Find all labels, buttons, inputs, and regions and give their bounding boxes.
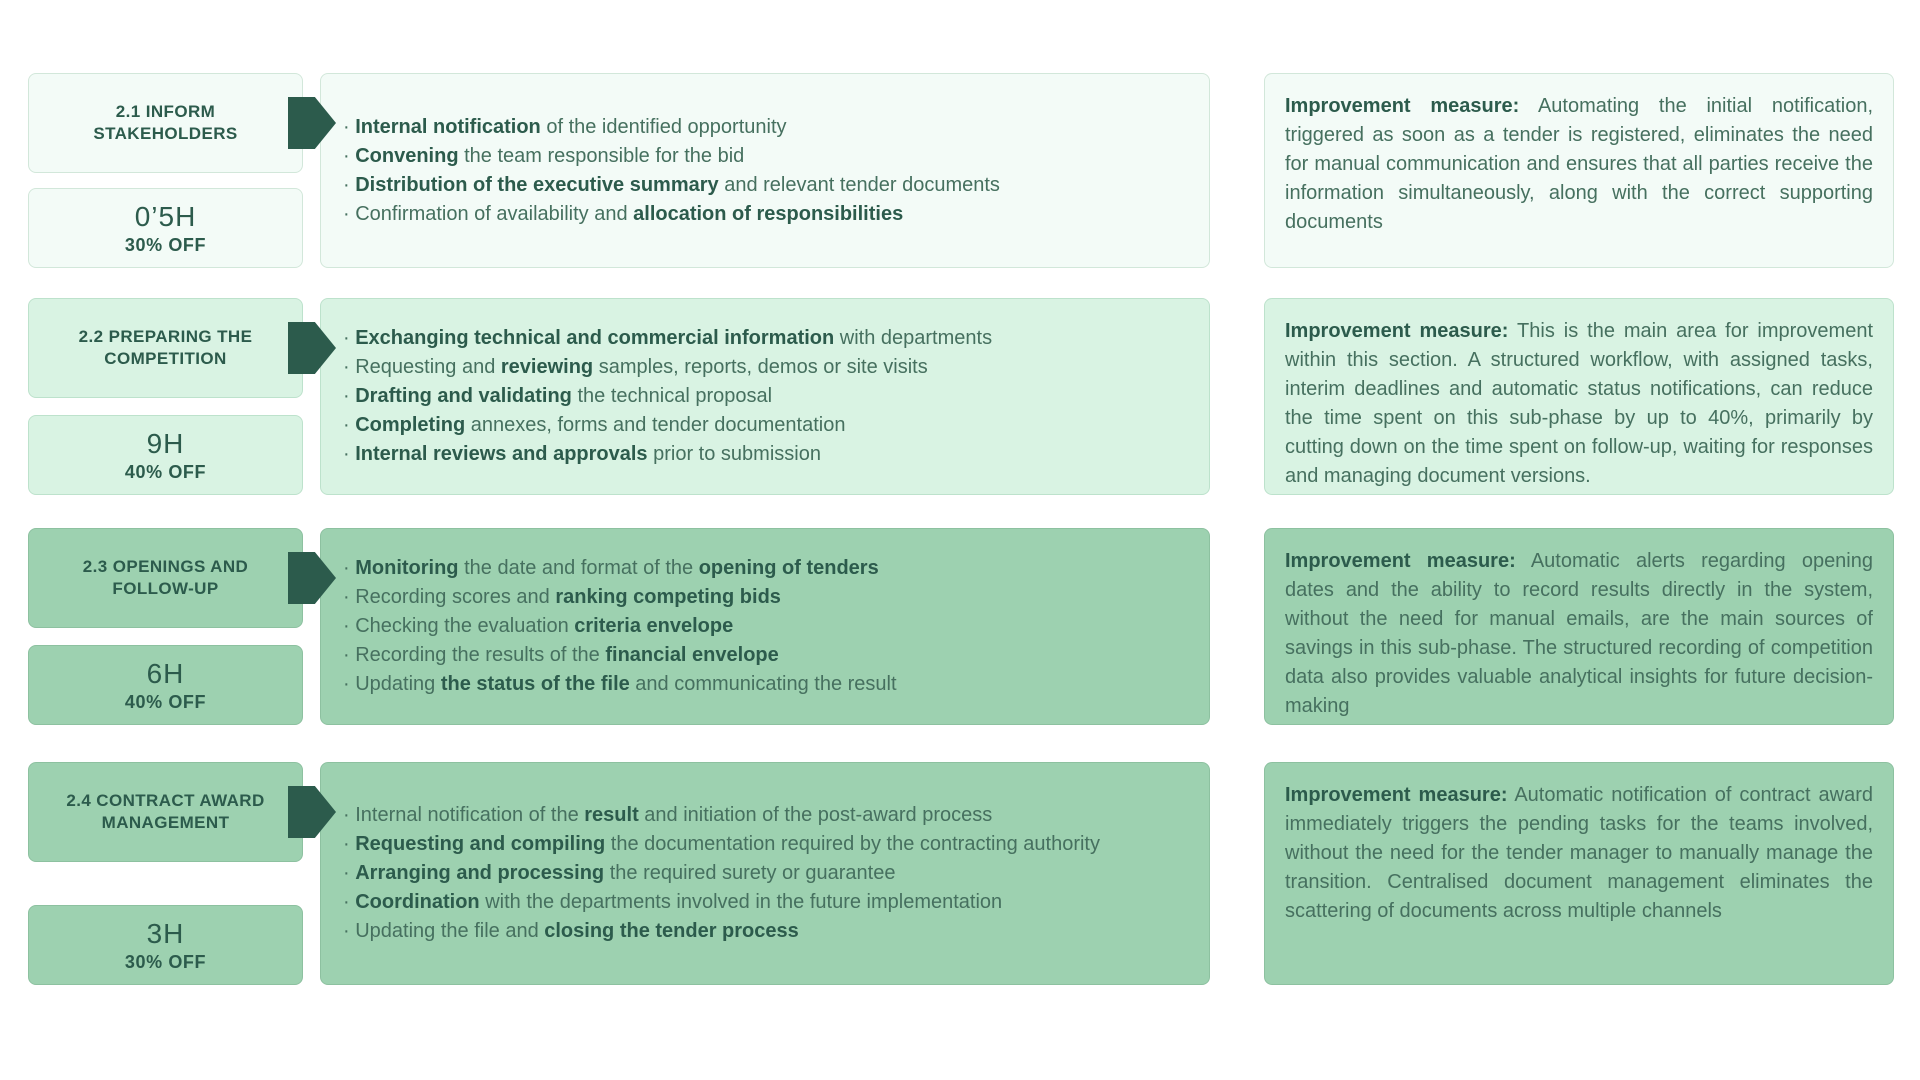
improvement-box [1264,762,1894,985]
rows [28,73,1920,985]
bullet-item: · Requesting and compiling the documentation required by the contracting authority [343,833,1100,855]
improvement-text: Automatic alerts regarding opening dates and the ability to record results directly in the system, without the need for manual emails, are the main sources of savings in this sub-phase. The structured recording of competition data also provides valuable analytical insights for future decision-making [1285,550,1873,717]
improvement-paragraph [1285,92,1873,237]
improvement-heading: Improvement measure: [1285,550,1516,572]
bullet-item: · Internal notification of the result and initiation of the post-award process [343,804,993,826]
phase-label: 2.3 OPENINGS AND FOLLOW-UP [82,556,249,598]
improvement-heading: Improvement measure: [1285,95,1520,117]
phase-label: 2.2 PREPARING THE COMPETITION [78,326,253,368]
bullet-item: · Recording scores and ranking competing bids [343,586,781,608]
bullet-list [343,801,1187,946]
bullet-item: · Recording the results of the financial envelope [343,644,779,666]
phase-label-box [28,298,303,398]
bullet-item: · Exchanging technical and commercial information with departments [343,327,993,349]
tasks-box [320,528,1210,725]
phase-row [28,528,1920,725]
improvement-text: Automatic notification of contract award immediately triggers the pending tasks for the teams involved, without the need for the tender manager to manually manage the transition. Centralised document management eliminates the scattering of documents across multiple channels [1285,784,1874,922]
phase-label: 2.4 CONTRACT AWARD MANAGEMENT [66,790,265,832]
tasks-box [320,298,1210,495]
bullet-item: · Distribution of the executive summary and relevant tender documents [343,173,1000,196]
bullet-list [343,113,1187,229]
phase-left-column [28,73,303,268]
improvement-box [1264,298,1894,495]
bullet-item: · Checking the evaluation criteria envelope [343,615,734,637]
improvement-heading: Improvement measure: [1285,320,1509,342]
phase-label-box [28,762,303,862]
phase-left-column [28,298,303,495]
phase-row [28,298,1920,495]
phase-label-box [28,73,303,173]
bullet-item: · Coordination with the departments involved in the future implementation [343,891,1003,913]
phase-left-column [28,528,303,725]
improvement-box [1264,73,1894,268]
improvement-box [1264,528,1894,725]
improvement-paragraph [1285,781,1873,926]
discount-value: 30% OFF [124,951,207,972]
bullet-item: · Internal notification of the identified opportunity [343,115,787,138]
bullet-item: · Requesting and reviewing samples, reports, demos or site visits [343,356,928,378]
time-value: 9H [146,427,185,459]
bullet-item: · Completing annexes, forms and tender documentation [343,414,846,436]
time-value: 3H [146,917,185,949]
tasks-box [320,73,1210,268]
discount-value: 40% OFF [124,691,207,712]
bullet-item: · Convening the team responsible for the bid [343,144,745,167]
tasks-box [320,762,1210,985]
bullet-item: · Arranging and processing the required surety or guarantee [343,862,896,884]
bullet-item: · Monitoring the date and format of the opening of tenders [343,557,879,579]
phase-left-column [28,762,303,985]
bullet-list [343,554,1187,699]
improvement-text: Automating the initial notification, triggered as soon as a tender is registered, eliminates the need for manual communication and ensures that all parties receive the information simultaneously, along with the correct supporting documents [1285,95,1873,233]
phase-label: 2.1 INFORM STAKEHOLDERS [93,101,238,143]
time-value: 6H [146,657,185,689]
improvement-paragraph [1285,317,1873,491]
time-box [28,415,303,495]
discount-value: 40% OFF [124,461,207,482]
phase-row [28,762,1920,985]
phase-overview-diagram [0,73,1920,1080]
time-value: 0’5H [134,200,197,232]
phase-label-box [28,528,303,628]
bullet-item: · Drafting and validating the technical proposal [343,385,773,407]
improvement-text: This is the main area for improvement within this section. A structured workflow, with assigned tasks, interim deadlines and automatic status notifications, can reduce the time spent on this sub-phase by up to 40%, primarily by cutting down on the time spent on follow-up, waiting for responses and managing document versions. [1285,320,1874,487]
bullet-item: · Confirmation of availability and allocation of responsibilities [343,202,904,225]
time-box [28,188,303,268]
improvement-paragraph [1285,547,1873,721]
bullet-list [343,324,1187,469]
bullet-item: · Internal reviews and approvals prior to submission [343,443,821,465]
time-box [28,645,303,725]
phase-row [28,73,1920,268]
time-box [28,905,303,985]
bullet-item: · Updating the file and closing the tender process [343,920,799,942]
improvement-heading: Improvement measure: [1285,784,1508,806]
bullet-item: · Updating the status of the file and communicating the result [343,673,897,695]
discount-value: 30% OFF [124,234,207,255]
